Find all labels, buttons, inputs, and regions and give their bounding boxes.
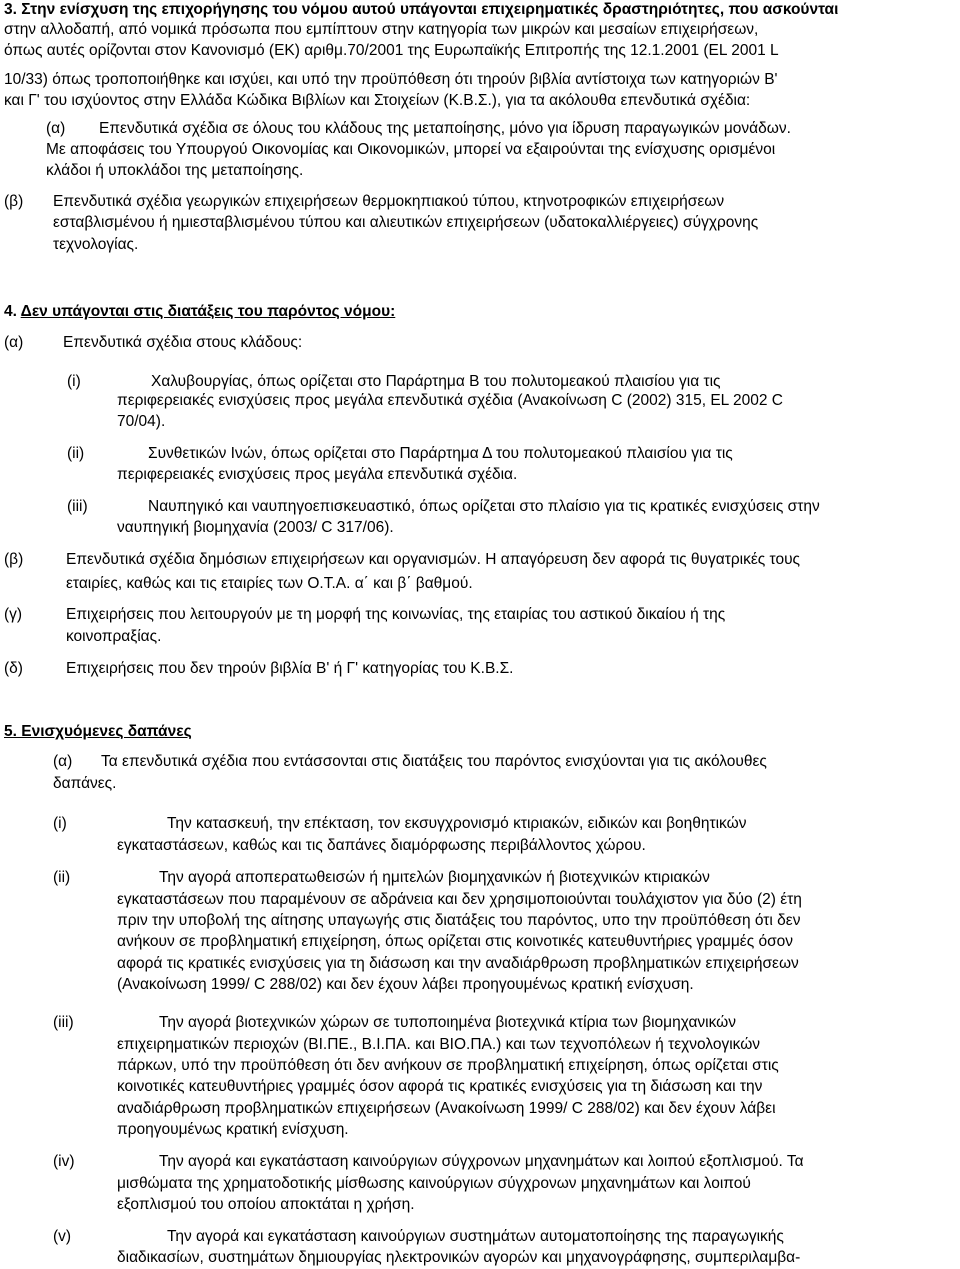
section5-v-line-2: διαδικασίων, συστημάτων δημιουργίας ηλεκτρονικών αγορών και μηχανογράφησης, συμπεριλαμβα- bbox=[117, 1249, 801, 1266]
section5-iv-marker: (iv) bbox=[53, 1153, 75, 1170]
section4-d-marker: (δ) bbox=[4, 660, 23, 677]
section4-g-marker: (γ) bbox=[4, 606, 23, 623]
section4-d-text: Επιχειρήσεις που δεν τηρούν βιβλία Β' ή Γ' κατηγορίας του Κ.Β.Σ. bbox=[66, 660, 514, 677]
section4-b-line-1: Επενδυτικά σχέδια δημόσιων επιχειρήσεων και οργανισμών. Η απαγόρευση δεν αφορά τις θυγατρικές τους bbox=[66, 551, 801, 568]
section4-i-line-1: Χαλυβουργίας, όπως ορίζεται στο Παράρτημα Β του πολυτομεακού πλαισίου για τις bbox=[151, 373, 721, 390]
section5-ii-line-3: πριν την υποβολή της αίτησης υπαγωγής στις διατάξεις του παρόντος, υπο την προϋπόθεση ότι δεν bbox=[117, 912, 801, 929]
section5-i-line-2: εγκαταστάσεων, καθώς και τις δαπάνες διαμόρφωσης περιβάλλοντος χώρου. bbox=[117, 837, 646, 854]
section4-a-text: Επενδυτικά σχέδια στους κλάδους: bbox=[63, 334, 303, 351]
section5-ii-line-1: Την αγορά αποπερατωθεισών ή ημιτελών βιομηχανικών ή βιοτεχνικών κτιριακών bbox=[159, 869, 710, 886]
section5-iii-line-5: αναδιάρθρωση προβληματικών επιχειρήσεων (Ανακοίνωση 1999/ C 288/02) και δεν έχουν λάβει bbox=[117, 1100, 776, 1117]
section4-ii-line-2: περιφερειακές ενισχύσεις προς μεγάλα επενδυτικά σχέδια. bbox=[117, 466, 518, 483]
section5-a-line-2: δαπάνες. bbox=[53, 775, 117, 792]
section3-alpha-marker: (α) bbox=[46, 120, 66, 137]
section3-alpha-line-1: Επενδυτικά σχέδια σε όλους του κλάδους της μεταποίησης, μόνο για ίδρυση παραγωγικών μονάδων. bbox=[99, 120, 791, 137]
section5-v-line-1: Την αγορά και εγκατάσταση καινούργιων συστημάτων αυτοματοποίησης της παραγωγικής bbox=[167, 1228, 784, 1245]
section4-heading-text: Δεν υπάγονται στις διατάξεις του παρόντος νόμου: bbox=[20, 303, 396, 320]
section3-beta-line-3: τεχνολογίας. bbox=[53, 236, 139, 253]
section4-g-line-1: Επιχειρήσεις που λειτουργούν με τη μορφή της κοινωνίας, της εταιρίας του αστικού δικαίου ή της bbox=[66, 606, 726, 623]
section5-iii-line-3: πάρκων, υπό την προϋπόθεση ότι δεν ανήκουν σε προβληματική επιχείρηση, όπως ορίζεται στις bbox=[117, 1057, 779, 1074]
section3-line-1: 3. Στην ενίσχυση της επιχορήγησης του νόμου αυτού υπάγονται επιχειρηματικές δραστηριότητες, που ασκούνται bbox=[4, 1, 839, 18]
section5-a-line-1: Τα επενδυτικά σχέδια που εντάσσονται στις διατάξεις του παρόντος ενισχύονται για τις ακόλουθες bbox=[101, 753, 767, 770]
section3-line-4: 10/33) όπως τροποποιήθηκε και ισχύει, και υπό την προϋπόθεση ότι τηρούν βιβλία αντίστοιχα των κατηγοριών Β' bbox=[4, 71, 778, 88]
section5-iv-line-1: Την αγορά και εγκατάσταση καινούργιων σύγχρονων μηχανημάτων και λοιπού εξοπλισμού. Τα bbox=[159, 1153, 804, 1170]
section5-i-marker: (i) bbox=[53, 815, 67, 832]
section4-ii-line-1: Συνθετικών Ινών, όπως ορίζεται στο Παράρτημα Δ του πολυτομεακού πλαισίου για τις bbox=[148, 445, 733, 462]
section5-ii-line-6: (Ανακοίνωση 1999/ C 288/02) και δεν έχουν λάβει προηγουμένως κρατική ενίσχυση. bbox=[117, 976, 694, 993]
section3-alpha-line-2: Με αποφάσεις του Υπουργού Οικονομίας και Οικονομικών, μπορεί να εξαιρούνται της ενίσχυσης ορισμένοι bbox=[46, 141, 776, 158]
section3-line-5: και Γ' του ισχύοντος στην Ελλάδα Κώδικα Βιβλίων και Στοιχείων (Κ.Β.Σ.), για τα ακόλουθα επενδυτικά σχέδια: bbox=[4, 92, 751, 109]
section4-g-line-2: κοινοπραξίας. bbox=[66, 628, 162, 645]
section4-i-line-3: 70/04). bbox=[117, 413, 166, 430]
section3-beta-line-2: εσταβλισμένου ή ημιεσταβλισμένου τύπου και αλιευτικών επιχειρήσεων (υδατοκαλλιέργειες) σύγχρονης bbox=[53, 214, 759, 231]
section3-beta-marker: (β) bbox=[4, 193, 24, 210]
section4-ii-marker: (ii) bbox=[67, 445, 85, 462]
section5-iii-line-2: επιχειρηματικών περιοχών (ΒΙ.ΠΕ., Β.Ι.ΠΑ. και ΒΙΟ.ΠΑ.) και των τεχνοπόλεων ή τεχνολογικών bbox=[117, 1036, 761, 1053]
section4-heading bbox=[4, 303, 395, 321]
section4-iii-line-1: Ναυπηγικό και ναυπηγοεπισκευαστικό, όπως ορίζεται στο πλαίσιο για τις κρατικές ενισχύσεις στην bbox=[148, 498, 820, 515]
section5-a-marker: (α) bbox=[53, 753, 73, 770]
section4-number: 4. bbox=[4, 303, 17, 320]
section5-iii-line-1: Την αγορά βιοτεχνικών χώρων σε τυποποιημένα βιοτεχνικά κτίρια των βιομηχανικών bbox=[159, 1014, 737, 1031]
section5-iv-line-3: εξοπλισμού του οποίου αποκτάται η χρήση. bbox=[117, 1196, 415, 1213]
section4-i-marker: (i) bbox=[67, 373, 81, 390]
section5-iii-line-6: προηγουμένως κρατική ενίσχυση. bbox=[117, 1121, 349, 1138]
section4-b-marker: (β) bbox=[4, 551, 24, 568]
section5-iv-line-2: μισθώματα της χρηματοδοτικής μίσθωσης καινούργιων σύγχρονων μηχανημάτων και λοιπού bbox=[117, 1175, 751, 1192]
section4-iii-line-2: ναυπηγική βιομηχανία (2003/ C 317/06). bbox=[117, 519, 394, 536]
section4-b-line-2: εταιρίες, καθώς και τις εταιρίες των Ο.Τ.Α. α΄ και β΄ βαθμού. bbox=[66, 575, 473, 592]
section5-heading: 5. Ενισχυόμενες δαπάνες bbox=[4, 723, 192, 740]
section5-iii-marker: (iii) bbox=[53, 1014, 74, 1031]
section4-iii-marker: (iii) bbox=[67, 498, 88, 515]
section3-beta-line-1: Επενδυτικά σχέδια γεωργικών επιχειρήσεων θερμοκηπιακού τύπου, κτηνοτροφικών επιχειρήσεων bbox=[53, 193, 725, 210]
section5-i-line-1: Την κατασκευή, την επέκταση, τον εκσυγχρονισμό κτιριακών, ειδικών και βοηθητικών bbox=[167, 815, 747, 832]
section5-v-marker: (v) bbox=[53, 1228, 72, 1245]
section3-line-3: όπως αυτές ορίζονται στον Κανονισμό (ΕΚ) αριθμ.70/2001 της Ευρωπαϊκής Επιτροπής της 12.1.2001 (EL 2001 L bbox=[4, 42, 779, 59]
section5-iii-line-4: κοινοτικές κατευθυντήριες γραμμές όσον αφορά τις κρατικές ενισχύσεις για τη διάσωση και την bbox=[117, 1078, 763, 1095]
section4-a-marker: (α) bbox=[4, 334, 24, 351]
section5-ii-marker: (ii) bbox=[53, 869, 71, 886]
section3-line-2: στην αλλοδαπή, από νομικά πρόσωπα που εμπίπτουν στην κατηγορία των μικρών και μεσαίων επιχειρήσεων, bbox=[4, 21, 759, 38]
section4-i-line-2: περιφερειακές ενισχύσεις προς μεγάλα επενδυτικά σχέδια (Ανακοίνωση C (2002) 315, EL 2002 C bbox=[117, 392, 783, 409]
section3-alpha-line-3: κλάδοι ή υποκλάδοι της μεταποίησης. bbox=[46, 162, 304, 179]
section5-ii-line-4: ανήκουν σε προβληματική επιχείρηση, όπως ορίζεται στις κοινοτικές κατευθυντήριες γραμμές όσον bbox=[117, 933, 794, 950]
section5-ii-line-5: αφορά τις κρατικές ενισχύσεις για τη διάσωση και την αναδιάρθρωση προβληματικών επιχειρήσεων bbox=[117, 955, 799, 972]
section5-ii-line-2: εγκαταστάσεων που παραμένουν σε αδράνεια και δεν χρησιμοποιούνται τουλάχιστον για δύο (2) έτη bbox=[117, 891, 802, 908]
